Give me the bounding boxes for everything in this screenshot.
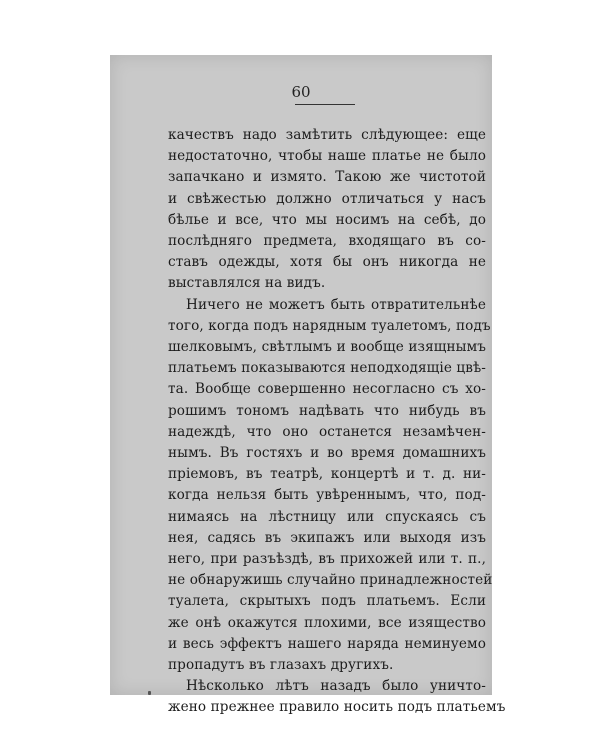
text-line: надеждѣ, что оно останется незамѣчен-: [168, 423, 486, 440]
body-text: [168, 125, 506, 719]
scan-speck: [148, 691, 151, 695]
text-line: же онѣ окажутся плохими, все изящество: [168, 614, 486, 631]
text-line: недостаточно, чтобы наше платье не было: [168, 148, 486, 165]
text-line: платьемъ показываются неподходящіе цвѣ-: [168, 360, 486, 377]
text-line: и свѣжестью должно отличаться у насъ: [168, 190, 486, 207]
text-line: пріемовъ, въ театрѣ, концертѣ и т. д. ни-: [168, 466, 486, 483]
text-line: пропадутъ въ глазахъ другихъ.: [168, 657, 394, 674]
text-line: послѣдняго предмета, входящаго въ со-: [168, 233, 486, 250]
text-line: бѣлье и все, что мы носимъ на себѣ, до: [168, 211, 486, 228]
text-line: него, при разъѣздѣ, въ прихожей или т. п.,: [168, 551, 486, 568]
scanned-page: [110, 55, 506, 716]
text-line: запачкано и измято. Такою же чистотой: [168, 169, 486, 186]
text-line: и весь эффектъ нашего наряда неминуемо: [168, 635, 486, 652]
text-line: та. Вообще совершенно несогласно съ хо-: [168, 381, 486, 398]
text-line: туалета, скрытыхъ подъ платьемъ. Если: [168, 593, 486, 610]
header-rule: [295, 104, 355, 105]
text-line: того, когда подъ нарядным туалетомъ, подъ: [168, 317, 491, 334]
text-line: рошимъ тономъ надѣвать что нибудь въ: [168, 402, 486, 419]
text-line: Нѣсколько лѣтъ назадъ было уничто-: [186, 678, 486, 695]
text-line: жено прежнее правило носить подъ платьемъ: [168, 699, 506, 716]
text-line: нея, садясь въ экипажъ или выходя изъ: [168, 529, 486, 546]
text-line: нимаясь на лѣстницу или спускаясь съ: [168, 508, 486, 525]
text-line: качествъ надо замѣтить слѣдующее: еще: [168, 127, 486, 143]
text-line: ставъ одежды, хотя бы онъ никогда не: [168, 254, 486, 271]
text-line: Ничего не можетъ быть отвратительнѣе: [186, 296, 486, 313]
text-line: шелковымъ, свѣтлымъ и вообще изящнымъ: [168, 339, 486, 356]
text-line: нымъ. Въ гостяхъ и во время домашнихъ: [168, 445, 486, 462]
text-line: когда нельзя быть увѣреннымъ, что, под-: [168, 487, 486, 504]
text-line: не обнаружишь случайно принадлежностей: [168, 572, 493, 589]
text-line: выставлялся на видъ.: [168, 275, 326, 292]
page-number: 60: [291, 83, 311, 101]
